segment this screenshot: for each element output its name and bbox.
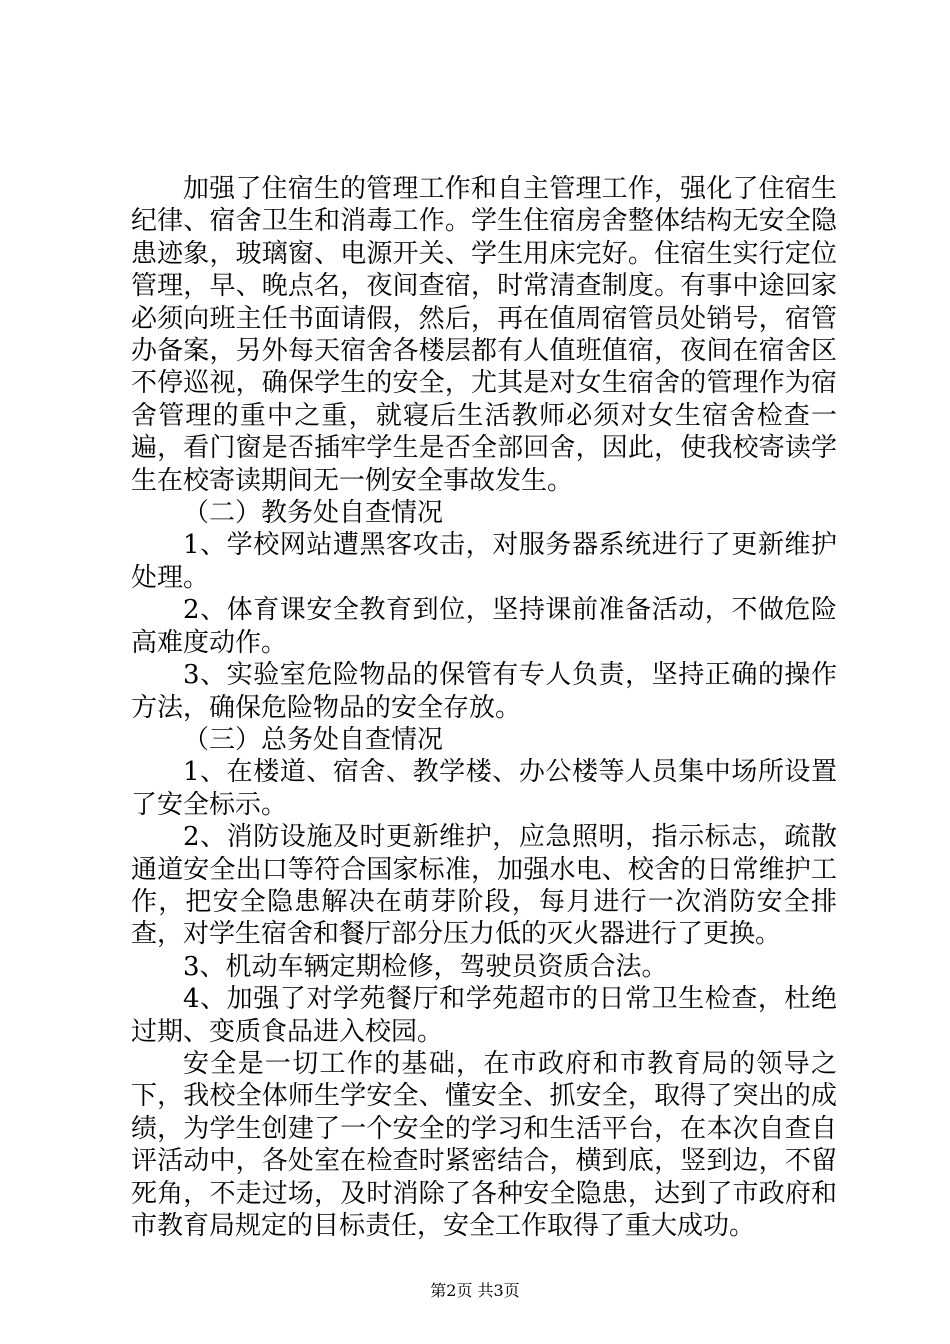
page-footer xyxy=(0,1281,950,1301)
paragraph-academic-item-1: 1、学校网站遭黑客攻击，对服务器系统进行了更新维护处理。 xyxy=(131,530,837,593)
paragraph-general-item-3: 3、机动车辆定期检修，驾驶员资质合法。 xyxy=(183,951,668,982)
paragraph-conclusion: 安全是一切工作的基础，在市政府和市教育局的领导之下，我校全体师生学安全、懂安全、抓安全，取得了突出的成绩，为学生创建了一个安全的学习和生活平台，在本次自查自评活动中，各处室在检查时紧密结合，横到底，竖到边，不留死角，不走过场，及时消除了各种安全隐患，达到了市政府和市教育局规定的目标责任，安全工作取得了重大成功。 xyxy=(131,1048,837,1241)
paragraph-general-item-1: 1、在楼道、宿舍、教学楼、办公楼等人员集中场所设置了安全标示。 xyxy=(131,757,837,820)
section-heading-academic-affairs: （二）教务处自查情况 xyxy=(183,498,444,529)
section-heading-general-affairs: （三）总务处自查情况 xyxy=(183,724,444,755)
paragraph-academic-item-2: 2、体育课安全教育到位，坚持课前准备活动，不做危险高难度动作。 xyxy=(131,595,837,658)
page-number: 第2页 共3页 xyxy=(430,1281,520,1300)
paragraph-general-item-4: 4、加强了对学苑餐厅和学苑超市的日常卫生检查，杜绝过期、变质食品进入校园。 xyxy=(131,984,837,1047)
document-body xyxy=(131,173,837,1242)
paragraph-general-item-2: 2、消防设施及时更新维护，应急照明，指示标志，疏散通道安全出口等符合国家标准，加强水电、校舍的日常维护工作，把安全隐患解决在萌芽阶段，每月进行一次消防安全排查，对学生宿舍和餐厅部分压力低的灭火器进行了更换。 xyxy=(131,822,837,950)
paragraph-dormitory-management: 加强了住宿生的管理工作和自主管理工作，强化了住宿生纪律、宿舍卫生和消毒工作。学生住宿房舍整体结构无安全隐患迹象，玻璃窗、电源开关、学生用床完好。住宿生实行定位管理，早、晚点名，夜间查宿，时常清查制度。有事中途回家必须向班主任书面请假，然后，再在值周宿管员处销号，宿管办备案，另外每天宿舍各楼层都有人值班值宿，夜间在宿舍区不停巡视，确保学生的安全，尤其是对女生宿舍的管理作为宿舍管理的重中之重，就寝后生活教师必须对女生宿舍检查一遍，看门窗是否插牢学生是否全部回舍，因此，使我校寄读学生在校寄读期间无一例安全事故发生。 xyxy=(131,174,837,496)
paragraph-academic-item-3: 3、实验室危险物品的保管有专人负责，坚持正确的操作方法，确保危险物品的安全存放。 xyxy=(131,660,837,723)
